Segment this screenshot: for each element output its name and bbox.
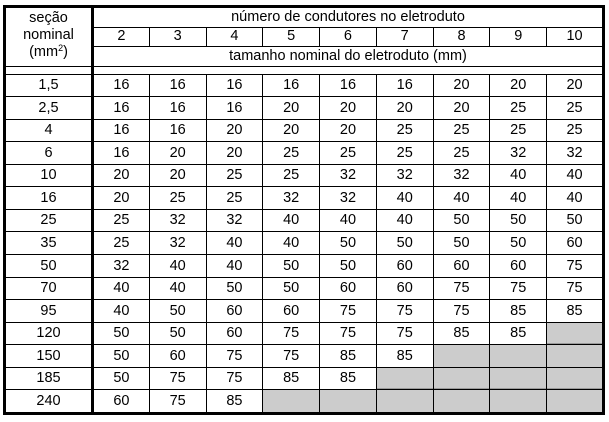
size-cell: 60 [376, 277, 433, 300]
table-row [5, 97, 604, 120]
section-cell: 2,5 [5, 97, 93, 120]
size-cell: 50 [433, 209, 490, 232]
size-cell: 20 [149, 164, 206, 187]
table-row [5, 322, 604, 345]
size-cell: 25 [93, 232, 150, 255]
nominal-size-title: tamanho nominal do eletroduto (mm) [93, 46, 604, 67]
size-cell: 40 [263, 209, 320, 232]
size-cell: 75 [547, 255, 604, 278]
size-cell: 85 [433, 322, 490, 345]
size-cell: 60 [376, 255, 433, 278]
size-cell: 75 [206, 345, 263, 368]
size-cell: 40 [490, 164, 547, 187]
section-cell: 185 [5, 367, 93, 390]
size-cell: 60 [149, 345, 206, 368]
size-cell: 85 [547, 300, 604, 323]
size-cell: 75 [149, 367, 206, 390]
size-cell: 60 [433, 255, 490, 278]
size-cell: 20 [433, 97, 490, 120]
conductor-count-title: número de condutores no eletroduto [93, 7, 604, 28]
size-cell: 32 [320, 187, 377, 210]
size-cell: 16 [206, 97, 263, 120]
size-cell: 25 [263, 164, 320, 187]
conduit-size-table [3, 5, 605, 415]
size-cell: 85 [490, 300, 547, 323]
size-cell: 40 [320, 209, 377, 232]
header-spacer [5, 67, 604, 74]
size-cell: 16 [263, 74, 320, 97]
size-cell: 60 [93, 390, 150, 414]
section-cell: 10 [5, 164, 93, 187]
table-row [5, 74, 604, 97]
size-cell: 16 [149, 97, 206, 120]
size-cell: 50 [93, 367, 150, 390]
size-cell: 75 [206, 367, 263, 390]
not-applicable-cell [547, 322, 604, 345]
size-cell: 20 [433, 74, 490, 97]
size-cell: 25 [93, 209, 150, 232]
table-row [5, 255, 604, 278]
size-cell: 20 [93, 187, 150, 210]
table-row [5, 142, 604, 165]
not-applicable-cell [490, 345, 547, 368]
size-cell: 50 [149, 322, 206, 345]
conductor-count-cell: 5 [263, 27, 320, 46]
size-cell: 25 [206, 187, 263, 210]
not-applicable-cell [547, 367, 604, 390]
size-cell: 40 [149, 277, 206, 300]
not-applicable-cell [320, 390, 377, 414]
section-cell: 50 [5, 255, 93, 278]
size-cell: 85 [376, 345, 433, 368]
not-applicable-cell [433, 367, 490, 390]
table-row [5, 277, 604, 300]
size-cell: 25 [547, 97, 604, 120]
size-cell: 50 [320, 232, 377, 255]
size-cell: 40 [376, 209, 433, 232]
size-cell: 75 [547, 277, 604, 300]
size-cell: 40 [490, 187, 547, 210]
size-cell: 20 [206, 119, 263, 142]
size-cell: 60 [490, 255, 547, 278]
not-applicable-cell [547, 390, 604, 414]
conductor-count-row [5, 27, 604, 46]
section-header-cell [5, 7, 93, 67]
size-cell: 25 [376, 119, 433, 142]
size-cell: 75 [490, 277, 547, 300]
size-cell: 40 [206, 255, 263, 278]
conductor-count-cell: 7 [376, 27, 433, 46]
size-cell: 32 [263, 187, 320, 210]
conductor-count-cell: 9 [490, 27, 547, 46]
section-cell: 35 [5, 232, 93, 255]
size-cell: 25 [433, 119, 490, 142]
section-cell: 70 [5, 277, 93, 300]
size-cell: 60 [263, 300, 320, 323]
table-row [5, 209, 604, 232]
size-cell: 16 [149, 74, 206, 97]
table-row [5, 390, 604, 414]
size-cell: 50 [93, 345, 150, 368]
size-cell: 25 [376, 142, 433, 165]
size-cell: 16 [149, 119, 206, 142]
not-applicable-cell [490, 367, 547, 390]
section-cell: 6 [5, 142, 93, 165]
size-cell: 40 [149, 255, 206, 278]
section-cell: 240 [5, 390, 93, 414]
size-cell: 40 [93, 300, 150, 323]
conductor-count-cell: 3 [149, 27, 206, 46]
size-cell: 40 [547, 187, 604, 210]
size-cell: 32 [433, 164, 490, 187]
size-cell: 25 [490, 119, 547, 142]
size-cell: 75 [433, 277, 490, 300]
section-cell: 95 [5, 300, 93, 323]
size-cell: 20 [149, 142, 206, 165]
size-cell: 32 [206, 209, 263, 232]
size-cell: 85 [320, 345, 377, 368]
size-cell: 60 [206, 322, 263, 345]
size-cell: 50 [263, 255, 320, 278]
size-cell: 60 [206, 300, 263, 323]
size-cell: 25 [490, 97, 547, 120]
size-cell: 16 [206, 74, 263, 97]
section-cell: 25 [5, 209, 93, 232]
size-cell: 20 [263, 119, 320, 142]
table-row [5, 164, 604, 187]
size-cell: 16 [376, 74, 433, 97]
section-cell: 150 [5, 345, 93, 368]
size-cell: 40 [433, 187, 490, 210]
size-cell: 50 [490, 209, 547, 232]
size-cell: 25 [547, 119, 604, 142]
not-applicable-cell [376, 367, 433, 390]
size-cell: 40 [547, 164, 604, 187]
size-cell: 32 [490, 142, 547, 165]
table-row [5, 367, 604, 390]
size-cell: 75 [376, 300, 433, 323]
conductor-count-cell: 4 [206, 27, 263, 46]
section-cell: 16 [5, 187, 93, 210]
size-cell: 75 [320, 322, 377, 345]
size-cell: 16 [93, 97, 150, 120]
size-cell: 20 [263, 97, 320, 120]
section-cell: 1,5 [5, 74, 93, 97]
size-cell: 20 [206, 142, 263, 165]
size-cell: 85 [320, 367, 377, 390]
size-cell: 20 [376, 97, 433, 120]
conductor-count-cell: 10 [547, 27, 604, 46]
size-cell: 20 [93, 164, 150, 187]
section-cell: 4 [5, 119, 93, 142]
size-cell: 50 [376, 232, 433, 255]
size-cell: 32 [93, 255, 150, 278]
size-cell: 32 [320, 164, 377, 187]
conductor-count-cell: 6 [320, 27, 377, 46]
size-cell: 32 [149, 232, 206, 255]
size-cell: 75 [376, 322, 433, 345]
size-cell: 20 [490, 74, 547, 97]
size-cell: 75 [149, 390, 206, 414]
section-header-line2: nominal [23, 26, 74, 43]
size-cell: 85 [206, 390, 263, 414]
size-cell: 50 [320, 255, 377, 278]
not-applicable-cell [490, 390, 547, 414]
section-header-unit: $(mm^2)$ [29, 43, 68, 61]
size-cell: 20 [320, 97, 377, 120]
section-cell: 120 [5, 322, 93, 345]
size-cell: 20 [547, 74, 604, 97]
size-cell: 25 [149, 187, 206, 210]
not-applicable-cell [433, 345, 490, 368]
size-cell: 50 [490, 232, 547, 255]
not-applicable-cell [263, 390, 320, 414]
size-cell: 16 [93, 142, 150, 165]
size-cell: 50 [149, 300, 206, 323]
size-cell: 40 [206, 232, 263, 255]
size-cell: 50 [206, 277, 263, 300]
size-cell: 75 [320, 300, 377, 323]
conductor-count-cell: 8 [433, 27, 490, 46]
table-row [5, 300, 604, 323]
size-cell: 50 [433, 232, 490, 255]
size-cell: 75 [263, 322, 320, 345]
size-cell: 32 [547, 142, 604, 165]
size-cell: 25 [263, 142, 320, 165]
not-applicable-cell [376, 390, 433, 414]
size-cell: 75 [263, 345, 320, 368]
size-cell: 40 [263, 232, 320, 255]
size-cell: 85 [490, 322, 547, 345]
table-body [5, 74, 604, 413]
size-cell: 16 [93, 74, 150, 97]
table-row [5, 345, 604, 368]
size-cell: 50 [263, 277, 320, 300]
size-cell: 32 [149, 209, 206, 232]
not-applicable-cell [547, 345, 604, 368]
size-cell: 40 [93, 277, 150, 300]
size-cell: 60 [320, 277, 377, 300]
size-cell: 85 [263, 367, 320, 390]
table-row [5, 232, 604, 255]
not-applicable-cell [433, 390, 490, 414]
size-cell: 25 [433, 142, 490, 165]
size-cell: 60 [547, 232, 604, 255]
size-cell: 40 [376, 187, 433, 210]
size-cell: 50 [93, 322, 150, 345]
size-cell: 32 [376, 164, 433, 187]
size-cell: 16 [93, 119, 150, 142]
section-header-line1: seção [29, 10, 68, 26]
size-cell: 16 [320, 74, 377, 97]
table-row [5, 119, 604, 142]
conductor-count-cell: 2 [93, 27, 150, 46]
size-cell: 25 [206, 164, 263, 187]
size-cell: 75 [433, 300, 490, 323]
size-cell: 20 [320, 119, 377, 142]
table-header [5, 7, 604, 75]
size-cell: 25 [320, 142, 377, 165]
size-cell: 50 [547, 209, 604, 232]
table-row [5, 187, 604, 210]
